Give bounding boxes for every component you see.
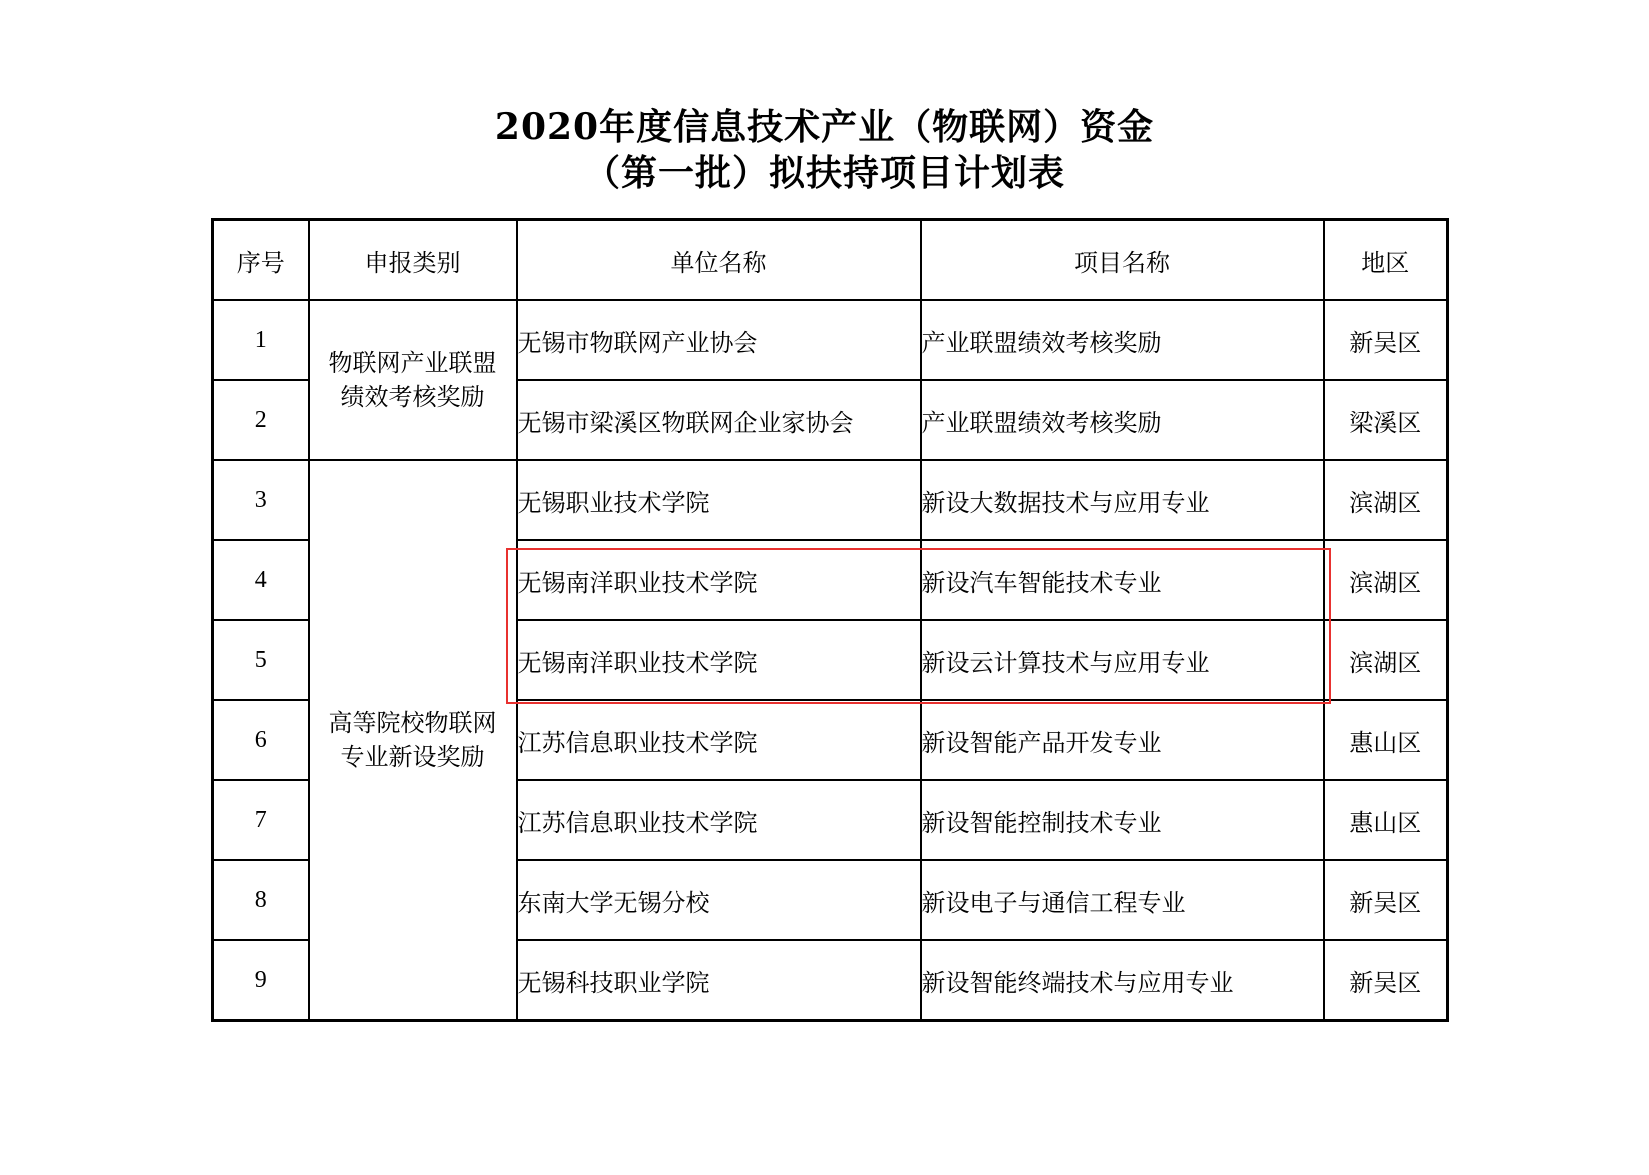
row-region: 新吴区: [1324, 940, 1448, 1021]
row-unit: 无锡科技职业学院: [517, 940, 921, 1021]
row-project: 新设电子与通信工程专业: [921, 860, 1324, 940]
row-unit: 无锡市梁溪区物联网企业家协会: [517, 380, 921, 460]
document-title-line-1: 2020年度信息技术产业（物联网）资金: [494, 106, 1155, 148]
row-seq: 9: [213, 940, 309, 1021]
document-title-line-2: （第一批）拟扶持项目计划表: [583, 152, 1065, 194]
header-project-name: 项目名称: [921, 220, 1324, 301]
row-seq: 3: [213, 460, 309, 540]
row-project: 产业联盟绩效考核奖励: [921, 300, 1324, 380]
category-label-line-1: 物联网产业联盟: [328, 349, 497, 377]
row-seq: 7: [213, 780, 309, 860]
project-plan-table: [211, 218, 1449, 1022]
table-row: [213, 460, 1448, 540]
category-label-line-2: 绩效考核奖励: [340, 383, 485, 411]
row-seq: 4: [213, 540, 309, 620]
header-region: 地区: [1324, 220, 1448, 301]
row-unit: 东南大学无锡分校: [517, 860, 921, 940]
row-region: 新吴区: [1324, 300, 1448, 380]
header-seq: 序号: [213, 220, 309, 301]
row-unit: 江苏信息职业技术学院: [517, 780, 921, 860]
row-seq: 5: [213, 620, 309, 700]
row-project: 新设云计算技术与应用专业: [921, 620, 1324, 700]
category-cell: [309, 300, 517, 460]
table-row: [213, 300, 1448, 380]
row-region: 滨湖区: [1324, 460, 1448, 540]
row-unit: 江苏信息职业技术学院: [517, 700, 921, 780]
row-unit: 无锡市物联网产业协会: [517, 300, 921, 380]
row-region: 惠山区: [1324, 780, 1448, 860]
row-project: 新设汽车智能技术专业: [921, 540, 1324, 620]
table-header-row: [213, 220, 1448, 301]
row-seq: 1: [213, 300, 309, 380]
row-region: 滨湖区: [1324, 620, 1448, 700]
row-seq: 6: [213, 700, 309, 780]
category-cell: [309, 460, 517, 1021]
row-seq: 8: [213, 860, 309, 940]
row-project: 新设智能产品开发专业: [921, 700, 1324, 780]
row-region: 梁溪区: [1324, 380, 1448, 460]
row-project: 产业联盟绩效考核奖励: [921, 380, 1324, 460]
category-label-line-2: 专业新设奖励: [340, 743, 485, 771]
row-region: 滨湖区: [1324, 540, 1448, 620]
row-project: 新设智能控制技术专业: [921, 780, 1324, 860]
row-unit: 无锡南洋职业技术学院: [517, 540, 921, 620]
row-region: 惠山区: [1324, 700, 1448, 780]
header-unit-name: 单位名称: [517, 220, 921, 301]
row-project: 新设大数据技术与应用专业: [921, 460, 1324, 540]
header-category: 申报类别: [309, 220, 517, 301]
row-seq: 2: [213, 380, 309, 460]
category-label-line-1: 高等院校物联网: [328, 709, 497, 737]
row-unit: 无锡职业技术学院: [517, 460, 921, 540]
row-region: 新吴区: [1324, 860, 1448, 940]
row-project: 新设智能终端技术与应用专业: [921, 940, 1324, 1021]
row-unit: 无锡南洋职业技术学院: [517, 620, 921, 700]
